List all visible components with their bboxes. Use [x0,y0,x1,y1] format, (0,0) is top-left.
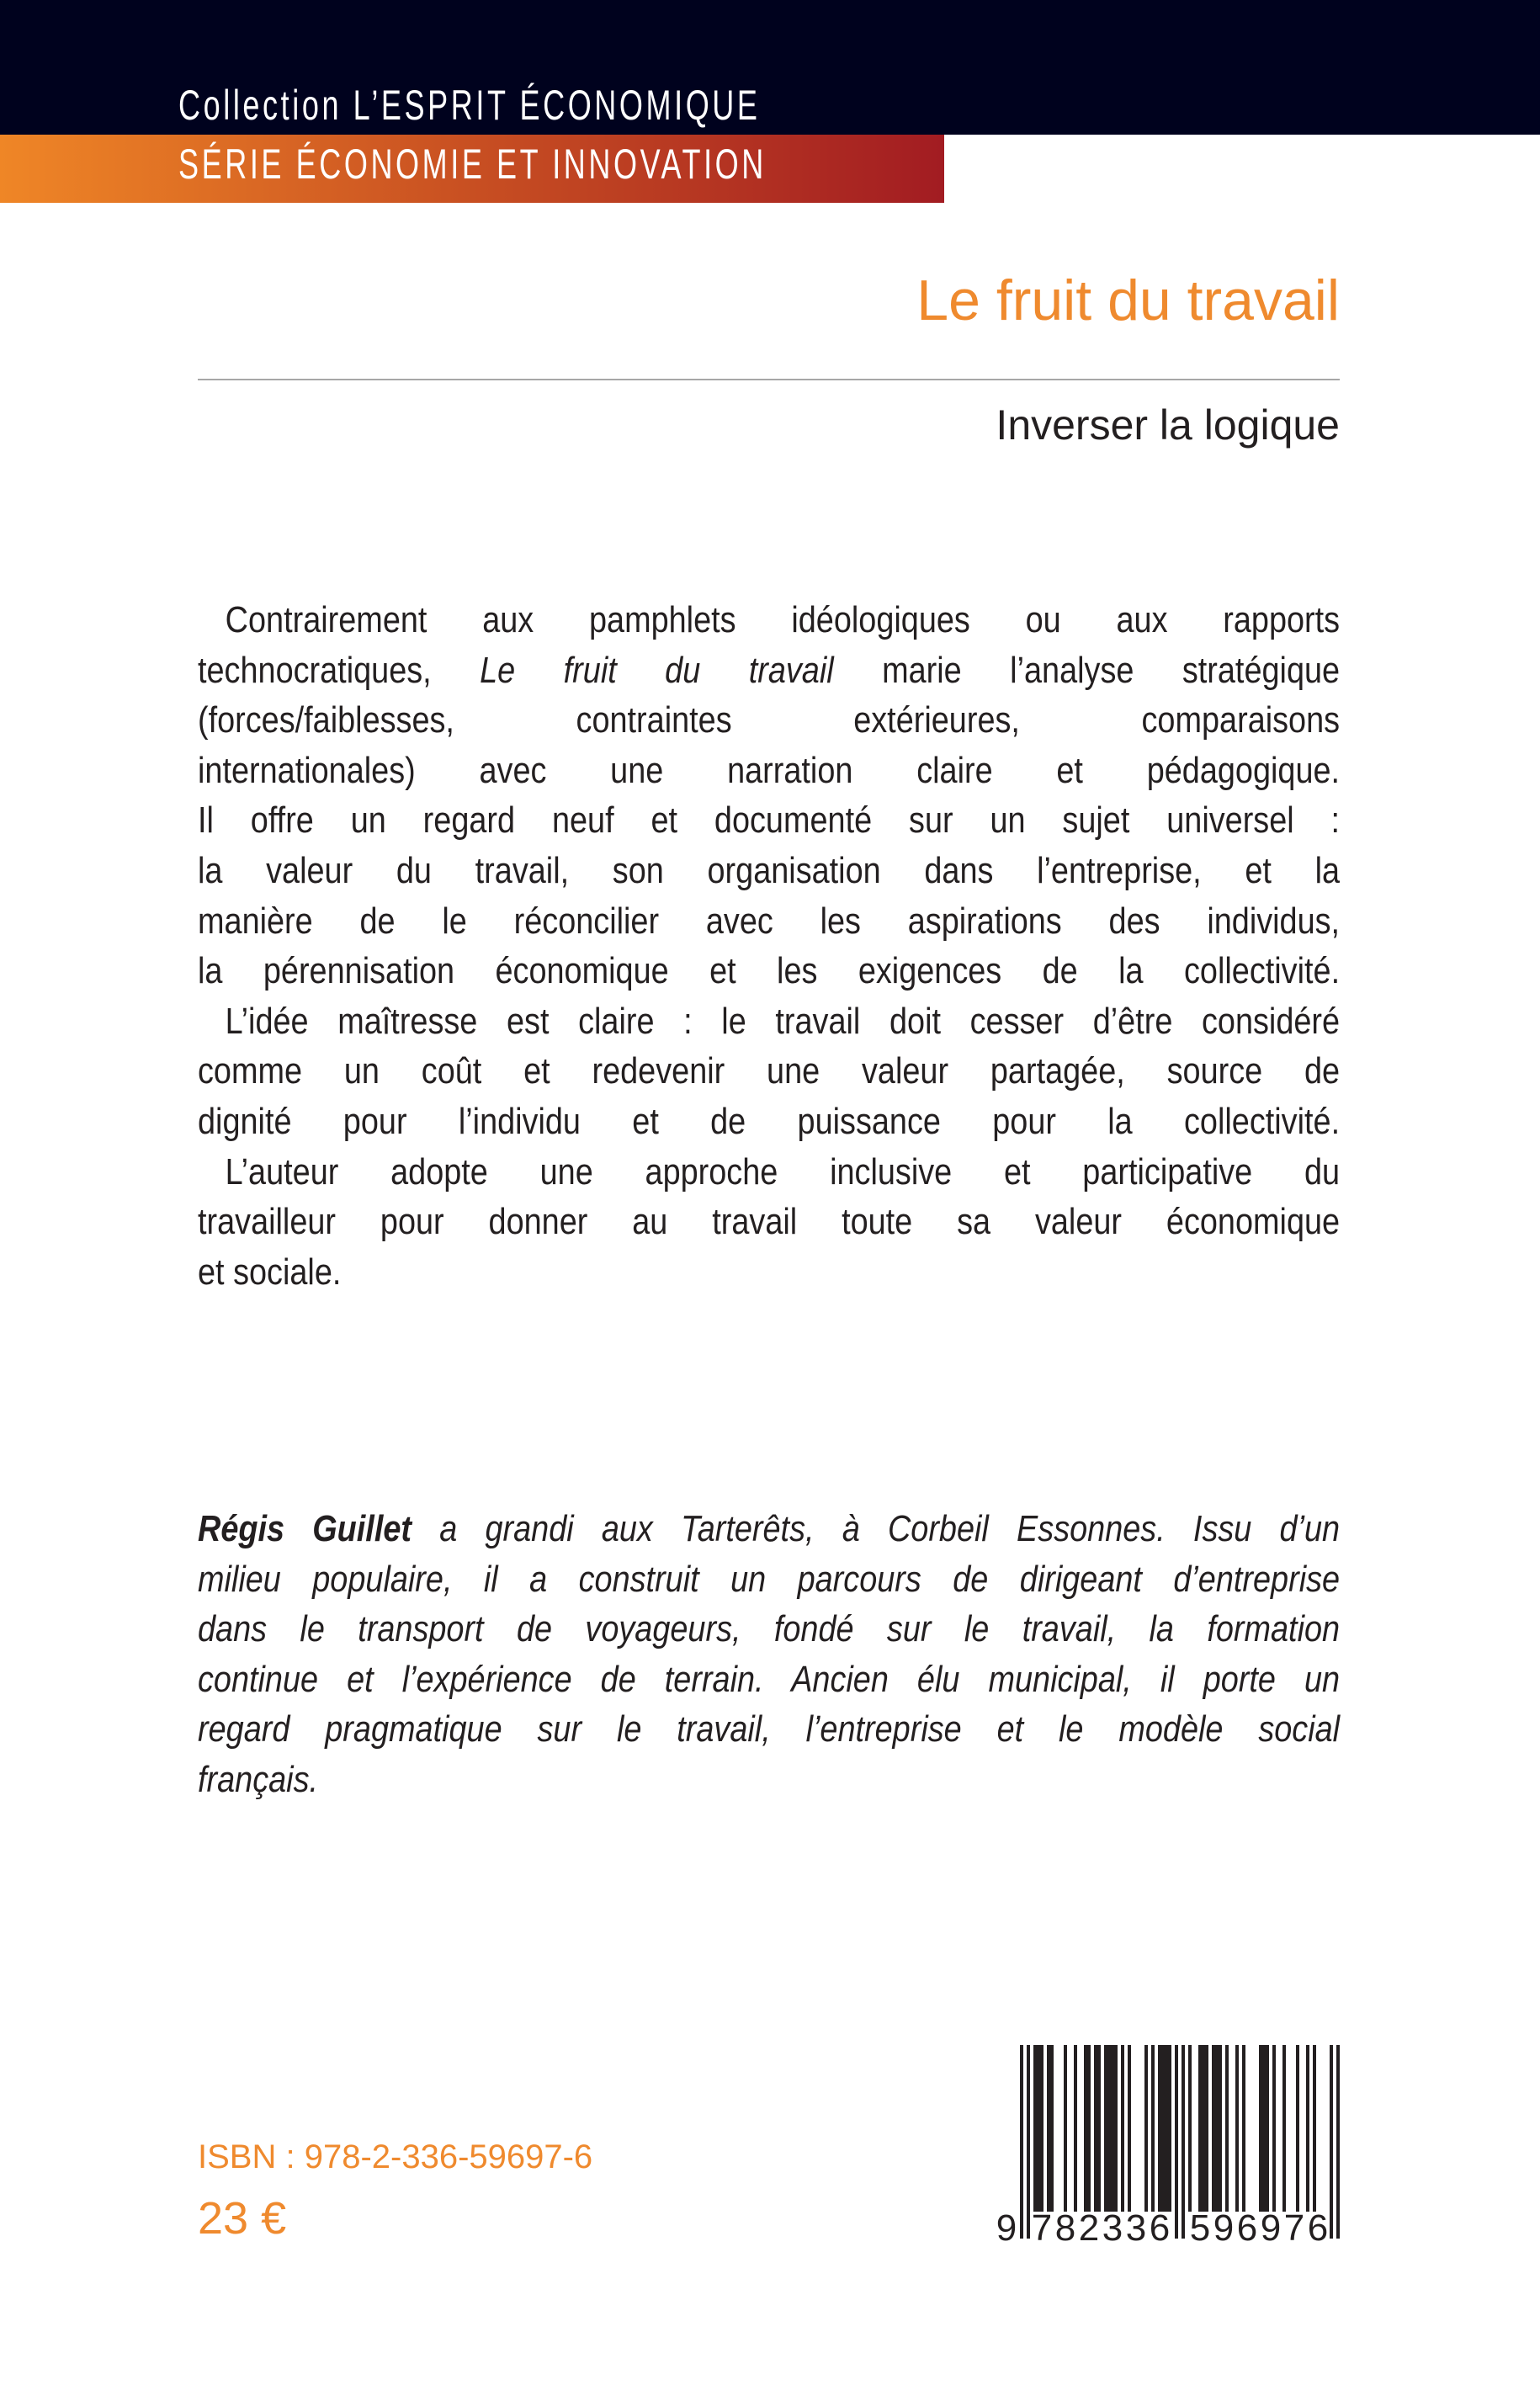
barcode-bar [1259,2045,1262,2212]
barcode-bar [1111,2045,1114,2212]
barcode-bar [1188,2045,1192,2212]
barcode-digit: 5 [1189,2207,1211,2247]
book-subtitle: Inverser la logique [996,401,1340,449]
barcode-bar [1128,2045,1131,2212]
barcode-digit: 3 [1125,2207,1147,2247]
summary-line: Il offre un regard neuf et documenté sur un sujet universel : [198,799,1341,842]
barcode-bar [1084,2045,1087,2212]
summary-line: la valeur du travail, son organisation dans l’entreprise, et la [198,849,1341,891]
barcode-bar [1168,2045,1171,2212]
summary-line: travailleur pour donner au travail toute sa valeur économique [198,1201,1341,1243]
barcode-digit: 8 [1054,2207,1076,2247]
barcode-bar [1161,2045,1165,2212]
barcode-bar [1330,2045,1333,2239]
series-name: SÉRIE ÉCONOMIE ET INNOVATION [178,141,767,188]
summary-line: manière de le réconcilier avec les aspirations des individus, [198,900,1341,942]
collection-name: Collection L’ESPRIT ÉCONOMIQUE [178,82,761,129]
summary-line: dignité pour l’individu et de puissance pour la collectivité. [198,1100,1341,1142]
barcode-bar [1282,2045,1286,2212]
book-title: Le fruit du travail [916,268,1340,332]
barcode-digit: 6 [1307,2207,1329,2247]
barcode-digit: 6 [1236,2207,1258,2247]
summary-line: L’idée maîtresse est claire : le travail doit cesser d’être considéré [225,1000,1341,1042]
barcode-bar [1121,2045,1124,2212]
bio-line: dans le transport de voyageurs, fondé sur le travail, la formation [198,1608,1341,1650]
barcode-bar [1074,2045,1077,2212]
barcode-bar [1027,2045,1030,2239]
barcode-bar [1094,2045,1097,2212]
barcode-bar [1205,2045,1208,2212]
isbn: ISBN : 978-2-336-59697-6 [198,2138,593,2175]
barcode-bar [1202,2045,1205,2212]
summary-line: Contrairement aux pamphlets idéologiques ou aux rapports [225,599,1341,640]
summary-line: comme un coût et redevenir une valeur partagée, source de [198,1050,1341,1092]
barcode-digit: 6 [1149,2207,1171,2247]
barcode-bar [1219,2045,1222,2212]
summary-text [198,595,1526,1297]
barcode-bar [1033,2045,1037,2212]
barcode-bar [1037,2045,1040,2212]
barcode-bar [1104,2045,1107,2212]
barcode-bar [1242,2045,1245,2212]
bio-line: continue et l’expérience de terrain. Ancien élu municipal, il porte un [198,1658,1341,1700]
barcode-digit: 3 [1102,2207,1123,2247]
barcode-bar [1050,2045,1054,2212]
barcode-bar [1306,2045,1309,2212]
barcode-digit: 9 [1213,2207,1235,2247]
barcode-bar [1272,2045,1276,2212]
summary-line: internationales) avec une narration claire et pédagogique. [198,749,1341,791]
barcode-bar [1336,2045,1340,2239]
summary-line: et sociale. [198,1251,342,1293]
barcode-bar [1182,2045,1185,2239]
barcode-digit: 7 [1031,2207,1053,2247]
barcode-bar [1107,2045,1111,2212]
barcode-bar [1158,2045,1161,2212]
bio-line: milieu populaire, il a construit un parcours de dirigeant d’entreprise [198,1558,1341,1600]
bio-line: Régis Guillet a grandi aux Tarterêts, à Corbeil Essonnes. Issu d’un [198,1508,1341,1549]
barcode-bar [1313,2045,1316,2212]
price: 23 € [198,2193,287,2244]
barcode-bar [1020,2045,1023,2239]
bio-line: regard pragmatique sur le travail, l’entreprise et le modèle social [198,1708,1341,1750]
barcode-bar [1064,2045,1067,2212]
author-name: Régis Guillet [198,1508,412,1549]
summary-line: L’auteur adopte une approche inclusive et participative du [225,1150,1341,1192]
barcode-bar [1235,2045,1239,2212]
barcode-digit: 2 [1078,2207,1100,2247]
bio-line: français. [198,1758,319,1800]
barcode-bar [1212,2045,1215,2212]
summary-line: technocratiques, Le fruit du travail marie l’analyse stratégique [198,649,1341,691]
isbn-barcode [993,2037,1346,2247]
barcode-bar [1198,2045,1202,2212]
barcode-bar [1114,2045,1118,2212]
summary-line: la pérennisation économique et les exigences de la collectivité. [198,950,1341,992]
barcode-bar [1266,2045,1269,2212]
barcode-bar [1151,2045,1155,2212]
barcode-bar [1215,2045,1219,2212]
barcode-bar [1175,2045,1178,2239]
author-bio [198,1504,1526,1805]
barcode-bar [1087,2045,1091,2212]
barcode-bar [1225,2045,1229,2212]
barcode-digit: 7 [1283,2207,1305,2247]
barcode-bar [1097,2045,1101,2212]
barcode-bar [1165,2045,1168,2212]
barcode-bar [1047,2045,1050,2212]
barcode-digit: 9 [1260,2207,1282,2247]
barcode-bar [1262,2045,1266,2212]
barcode-bar [1040,2045,1043,2212]
barcode-digit: 9 [996,2207,1017,2247]
title-reference: Le fruit du travail [480,649,834,691]
barcode-bar [1144,2045,1148,2212]
title-divider [198,379,1340,380]
summary-line: (forces/faiblesses, contraintes extérieures, comparaisons [198,699,1341,741]
barcode-bar [1296,2045,1299,2212]
